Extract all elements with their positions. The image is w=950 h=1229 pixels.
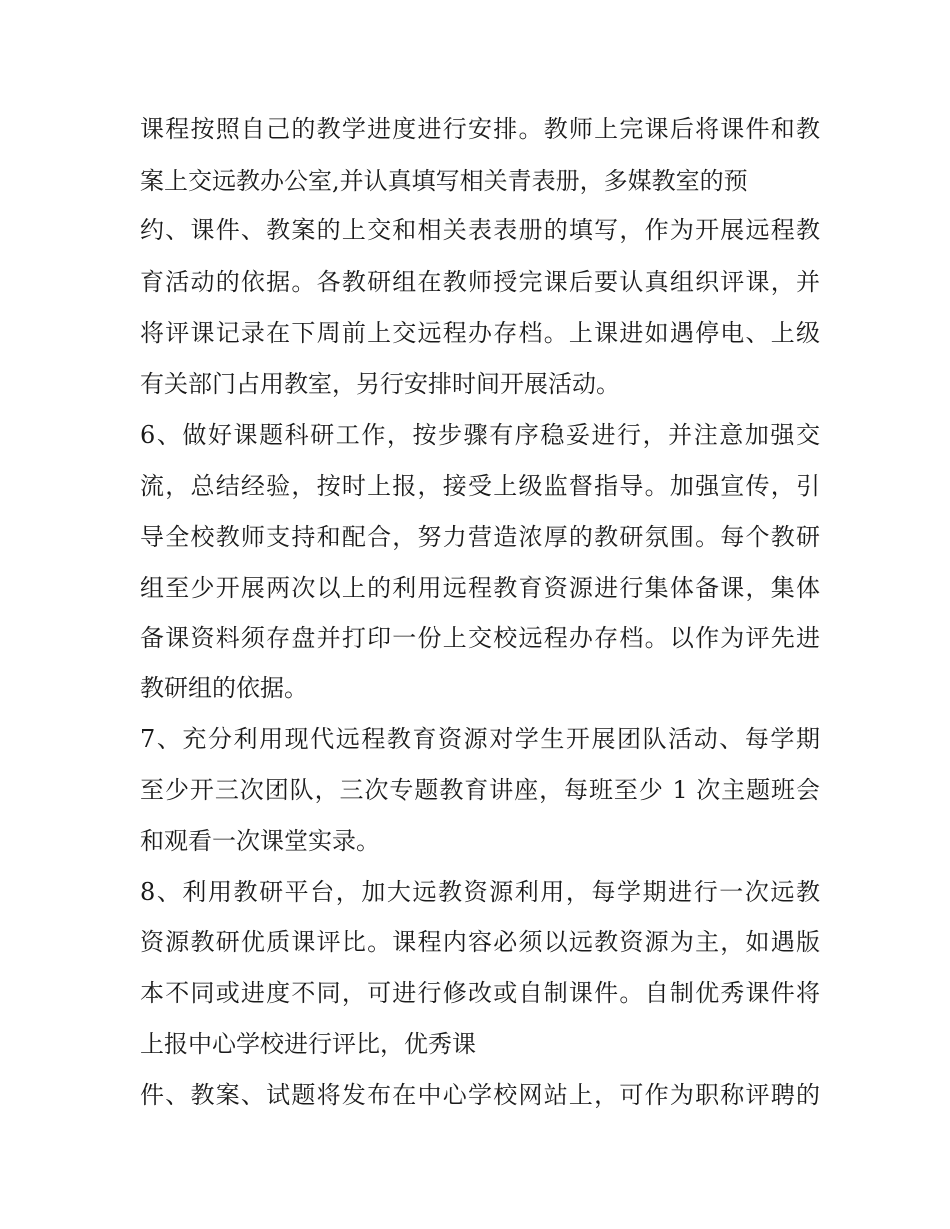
text-line-6: 有关部门占用教室，另行安排时间开展活动。 [140,370,620,398]
text-line-19: 上报中心学校进行评比，优秀课 [140,1030,476,1058]
text-line-4: 育活动的依据。各教研组在教师授完课后要认真组织评课，并 [140,268,820,296]
text-line-10: 组至少开展两次以上的利用远程教育资源进行集体备课，集体 [140,574,820,602]
text-line-7: 6、做好课题科研工作，按步骤有序稳妥进行，并注意加强交 [140,421,820,449]
text-line-17: 资源教研优质课评比。课程内容必须以远教资源为主，如遇版 [140,928,820,956]
text-line-3: 约、课件、教案的上交和相关表表册的填写，作为开展远程教 [140,216,820,244]
text-line-13: 7、充分利用现代远程教育资源对学生开展团队活动、每学期 [140,725,820,753]
text-line-1: 课程按照自己的教学进度进行安排。教师上完课后将课件和教 [140,115,820,143]
text-line-9: 导全校教师支持和配合，努力营造浓厚的教研氛围。每个教研 [140,523,820,551]
text-line-20: 件、教案、试题将发布在中心学校网站上，可作为职称评聘的 [140,1081,820,1109]
text-line-15: 和观看一次课堂实录。 [140,827,380,855]
text-line-18: 本不同或进度不同，可进行修改或自制课件。自制优秀课件将 [140,979,820,1007]
text-line-2: 案上交远教办公室,并认真填写相关青表册，多媒教室的预 [140,167,748,195]
text-line-8: 流，总结经验，按时上报，接受上级监督指导。加强宣传，引 [140,472,820,500]
text-line-16: 8、利用教研平台，加大远教资源利用，每学期进行一次远教 [140,878,820,906]
text-line-11: 备课资料须存盘并打印一份上交校远程办存档。以作为评先进 [140,624,820,652]
text-line-14: 至少开三次团队，三次专题教育讲座，每班至少 1 次主题班会 [140,776,820,804]
text-line-5: 将评课记录在下周前上交远程办存档。上课进如遇停电、上级 [140,319,820,347]
text-line-12: 教研组的依据。 [140,674,308,702]
